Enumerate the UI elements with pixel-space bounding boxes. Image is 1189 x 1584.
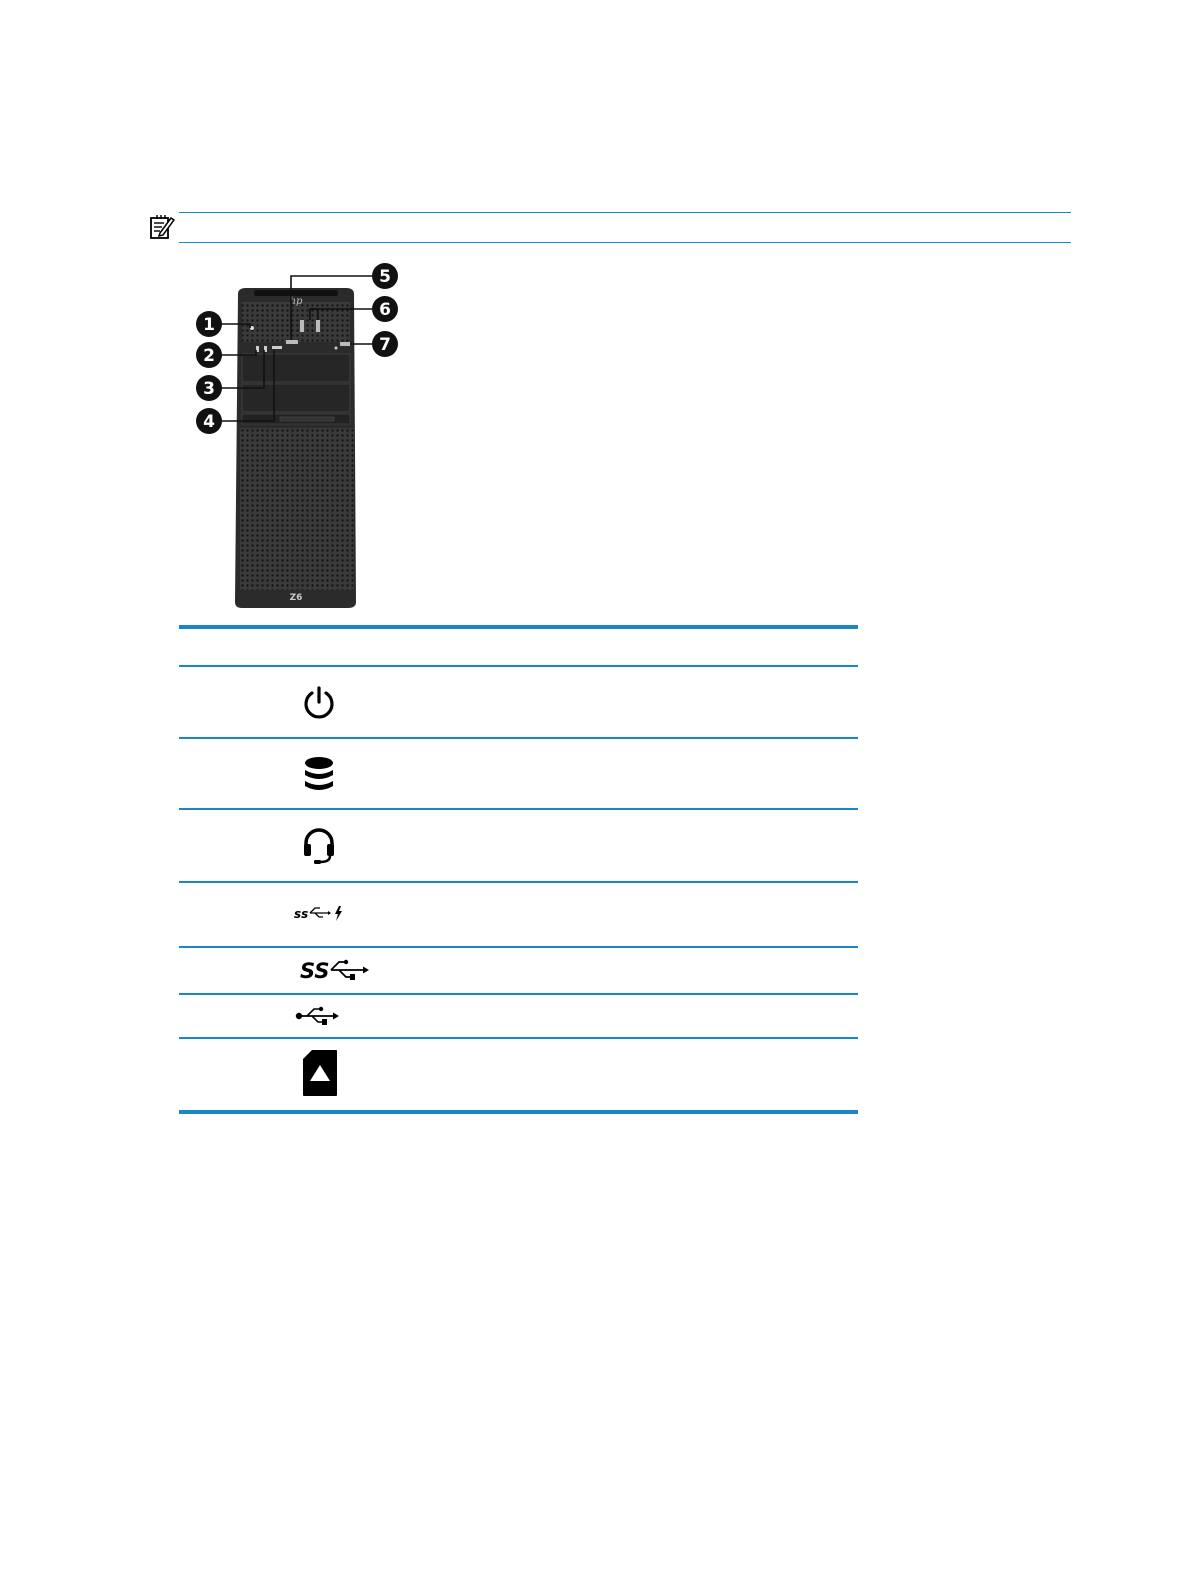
hard-drive-activity-icon	[302, 755, 336, 793]
callout-1	[196, 311, 222, 337]
svg-text:2: 2	[203, 346, 215, 366]
usb-icon	[295, 1005, 341, 1027]
table-top-rule	[179, 625, 858, 629]
headset-icon	[300, 825, 338, 865]
table-header-rule	[179, 665, 858, 667]
table-row	[298, 955, 372, 985]
svg-text:4: 4	[203, 412, 215, 432]
callout-layer	[190, 258, 410, 614]
note-top-rule	[179, 212, 1071, 213]
table-row	[298, 824, 340, 866]
svg-text:7: 7	[379, 335, 391, 355]
callout-6	[372, 296, 398, 322]
usb-superspeed-icon	[299, 956, 371, 984]
table-row	[294, 1004, 342, 1028]
table-row	[300, 1048, 340, 1098]
svg-text:ss: ss	[294, 907, 309, 921]
callout-5	[372, 263, 398, 289]
callout-2	[196, 342, 222, 368]
power-icon	[301, 685, 337, 721]
svg-text:1: 1	[203, 315, 215, 335]
table-row-divider	[179, 993, 858, 995]
front-panel-figure	[190, 258, 410, 614]
table-row-divider	[179, 946, 858, 948]
note-bottom-rule	[179, 242, 1071, 243]
note-icon	[149, 214, 175, 240]
table-row-divider	[179, 1037, 858, 1039]
callout-4	[196, 408, 222, 434]
table-row	[292, 902, 346, 924]
svg-text:SS: SS	[300, 959, 330, 983]
svg-text:5: 5	[379, 267, 391, 287]
table-bottom-rule	[179, 1110, 858, 1114]
callout-7	[372, 331, 398, 357]
sd-card-icon	[302, 1049, 338, 1097]
svg-text:6: 6	[379, 300, 391, 320]
table-row	[298, 683, 340, 723]
hp-logo: hp	[289, 296, 303, 307]
table-row	[298, 754, 340, 794]
svg-text:3: 3	[203, 379, 215, 399]
table-row-divider	[179, 881, 858, 883]
table-row-divider	[179, 737, 858, 739]
table-row-divider	[179, 808, 858, 810]
z6-badge: Z6	[289, 593, 303, 603]
usb-superspeed-charging-icon	[293, 903, 345, 923]
callout-3	[196, 375, 222, 401]
